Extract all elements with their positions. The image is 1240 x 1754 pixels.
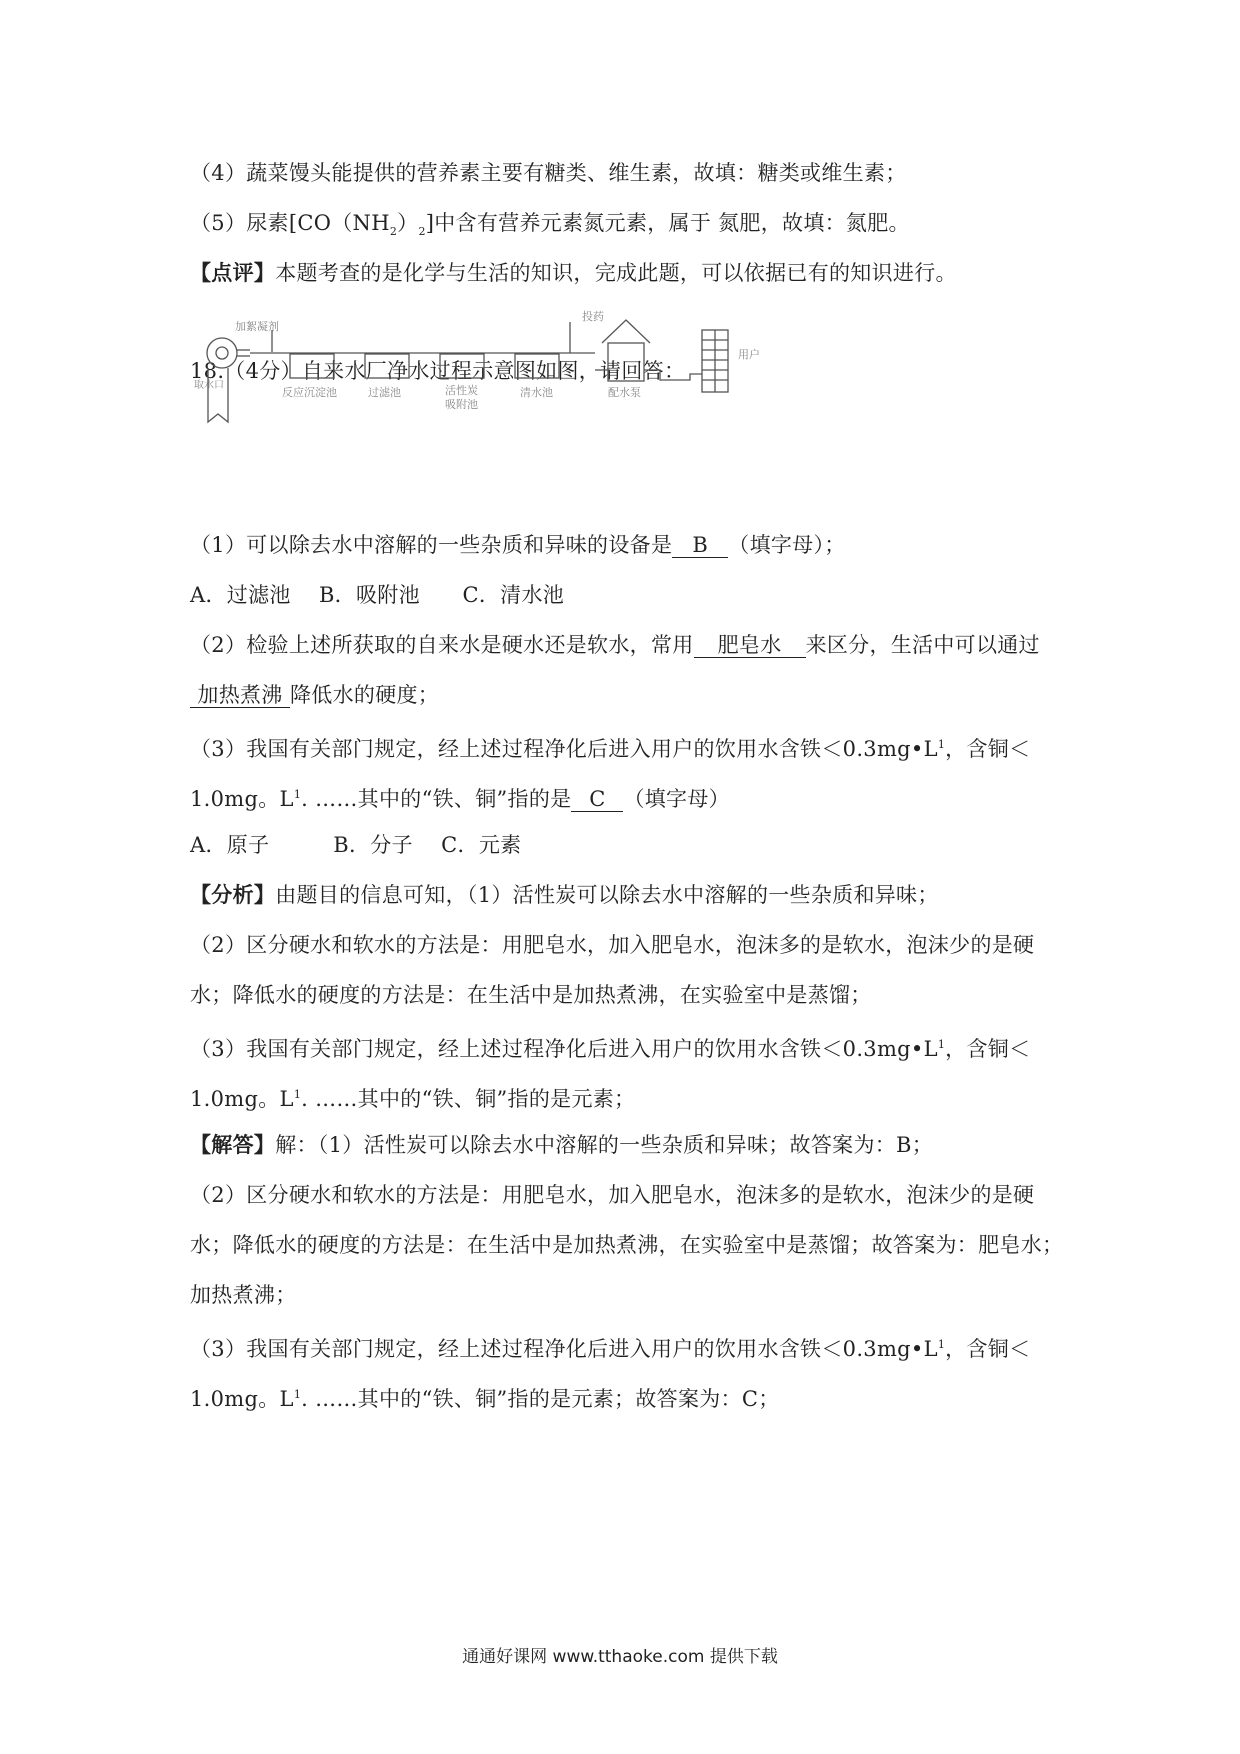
label-intake: 取水口: [194, 380, 224, 391]
answer-line: 水；降低水的硬度的方法是：在生活中是加热煮沸，在实验室中是蒸馏；故答案为：肥皂水；: [190, 1233, 1064, 1257]
label-tank4: 清水池: [520, 386, 553, 399]
answer-line: （2）区分硬水和软水的方法是：用肥皂水，加入肥皂水，泡沫多的是软水，泡沫少的是硬: [190, 1183, 1035, 1207]
footer: 通通好课网 www.tthaoke.com 提供下载: [462, 1647, 778, 1667]
answer-line: 【解答】解：（1）活性炭可以除去水中溶解的一些杂质和异味；故答案为：B；: [190, 1132, 934, 1157]
answer-line: （3）我国有关部门规定，经上述过程净化后进入用户的饮用水含铁$<0.3mg•L^1$，含铜＜: [190, 1337, 1031, 1361]
analysis-line: （2）区分硬水和软水的方法是：用肥皂水，加入肥皂水，泡沫多的是软水，泡沫少的是硬: [190, 933, 1035, 957]
question-line: （2）检验上述所获取的自来水是硬水还是软水，常用 肥皂水 来区分，生活中可以通过: [190, 633, 1040, 657]
question-line: （1）可以除去水中溶解的一些杂质和异味的设备是 B （填字母）；: [190, 533, 846, 557]
label-tank3a: 活性炭: [445, 384, 478, 397]
question-line: （3）我国有关部门规定，经上述过程净化后进入用户的饮用水含铁$<0.3mg•L^1$，含铜＜: [190, 737, 1031, 761]
answer-line: 加热煮沸；: [190, 1283, 297, 1307]
label-pump: 配水泵: [608, 386, 641, 399]
text-line: （5）尿素$[CO(NH_2)_2]$中含有营养元素氮元素，属于 氮肥，故填：氮肥。: [190, 211, 910, 239]
analysis-line: 1.0mg。$L^1$. ……其中的“铁、铜”指的是元素；: [190, 1087, 636, 1111]
analysis-line: 水；降低水的硬度的方法是：在生活中是加热煮沸，在实验室中是蒸馏；: [190, 983, 872, 1007]
label-tank1: 反应沉淀池: [282, 386, 337, 399]
question-line: 1.0mg。$L^1$. ……其中的“铁、铜”指的是 C （填字母）: [190, 787, 730, 811]
comment-line: 【点评】本题考查的是化学与生活的知识，完成此题，可以依据已有的知识进行。: [190, 260, 957, 285]
label-tank2: 过滤池: [368, 386, 401, 399]
analysis-line: （3）我国有关部门规定，经上述过程净化后进入用户的饮用水含铁$<0.3mg•L^1$，含铜＜: [190, 1037, 1031, 1061]
analysis-line: 【分析】由题目的信息可知，（1）活性炭可以除去水中溶解的一些杂质和异味；: [190, 882, 939, 907]
options-line: A．原子 B．分子 C．元素: [190, 833, 522, 857]
water-purification-diagram: [190, 310, 830, 430]
question-line: 加热煮沸 降低水的硬度；: [190, 682, 439, 708]
label-user: 用户: [738, 348, 760, 361]
options-line: A．过滤池 B．吸附池 C．清水池: [190, 583, 565, 607]
label-coagulant: 加絮凝剂: [235, 320, 279, 333]
question-title: 18.（4分）自来水厂净水过程示意图如图，请回答：: [190, 359, 686, 383]
label-tank3b: 吸附池: [445, 398, 478, 411]
text-line: （4）蔬菜馒头能提供的营养素主要有糖类、维生素，故填：糖类或维生素；: [190, 161, 907, 185]
answer-line: 1.0mg。$L^1$. ……其中的“铁、铜”指的是元素；故答案为：C；: [190, 1387, 780, 1411]
label-disinfect: 投药: [582, 310, 604, 323]
